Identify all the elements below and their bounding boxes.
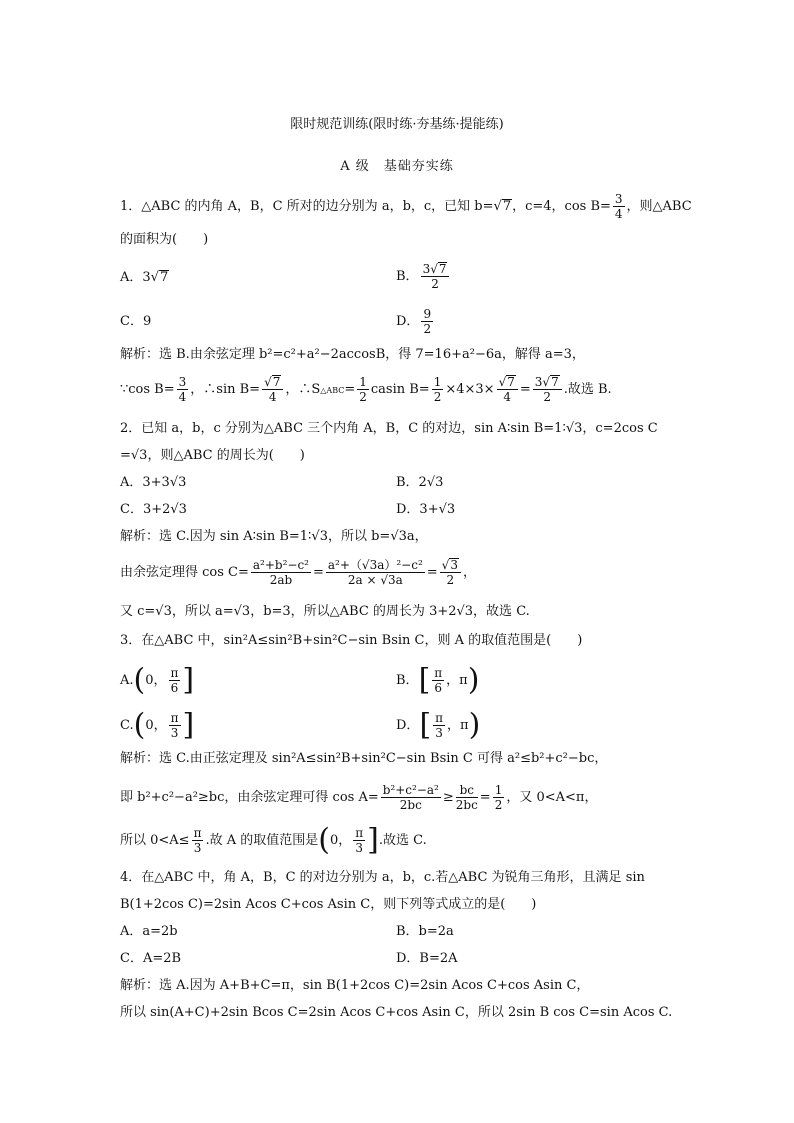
- q4-option-a: A．a=2b: [120, 924, 178, 939]
- q1-solution-line1: 解析：选 B.由余弦定理 b²=c²+a²−2accosB，得 7=16+a²−6a，解得 a=3，: [120, 347, 585, 362]
- q4-option-b: B．b=2a: [396, 924, 454, 939]
- q2-option-c: C．3+2√3: [120, 502, 187, 517]
- q2-option-a: A．3+3√3: [120, 475, 187, 490]
- q3-stem: 3．在△ABC 中，sin²A≤sin²B+sin²C−sin Bsin C，则 A 的取值范围是( ): [120, 633, 583, 648]
- q2-solution-line3: 又 c=√3，所以 a=√3，b=3，所以△ABC 的周长为 3+2√3，故选 C.: [120, 604, 530, 619]
- q2-stem-line2: =√3，则△ABC 的周长为( ): [120, 448, 305, 463]
- q4-solution-line1: 解析：选 A.因为 A+B+C=π，sin B(1+2cos C)=2sin Acos C+cos Asin C，: [120, 978, 590, 993]
- q1-option-b: B． $\frac{3√7}{2}$: [396, 262, 451, 291]
- q1-solution-line2: ∵cos B= $\frac{3}{4}$ ，∴sin B= $\frac{√7}{4}$ ，∴S△ABC= $\frac{1}{2}$ casin B= $\frac{1}{2}$ ×4×3× $\frac{√7}{4}$ = $\frac{3√7}{2}$ .故选 B.: [120, 375, 612, 404]
- q2-solution-line2: 由余弦定理得 cos C= $\frac{\text{a²+b²−c²}}{2ab}$ = $\frac{\text{a²+（√3a）²−c²}}{2a \times √3a}$ = $\frac{√3}{2}$ ，: [120, 558, 476, 587]
- q2-stem-line1: 2．已知 a，b，c 分别为△ABC 三个内角 A，B，C 的对边，sin A∶sin B=1∶√3，c=2cos C: [120, 421, 658, 436]
- q1-stem-line2: 的面积为( ): [120, 232, 209, 247]
- q4-stem-line1: 4．在△ABC 中，角 A，B，C 的对边分别为 a，b，c.若△ABC 为锐角三角形，且满足 sin: [120, 870, 645, 885]
- q3-option-a: A.(0， $\frac{\pi}{6}$ ]: [120, 662, 195, 698]
- q4-option-d: D．B=2A: [396, 951, 458, 966]
- q2-solution-line1: 解析：选 C.因为 sin A∶sin B=1∶√3，所以 b=√3a，: [120, 529, 428, 544]
- q1-stem: 1．△ABC 的内角 A，B，C 所对的边分别为 a，b，c，已知 b=√7，c=4，cos B= $\frac{3}{4}$ ，则△ABC: [120, 192, 692, 221]
- q3-option-d: D．[ $\frac{\pi}{3}$ ，π): [396, 707, 481, 743]
- q4-solution-line2: 所以 sin(A+C)+2sin Bcos C=2sin Acos C+cos Asin C，所以 2sin B cos C=sin Acos C.: [120, 1005, 673, 1020]
- q1-option-c: C．9: [120, 314, 152, 329]
- q3-option-c: C.(0， $\frac{\pi}{3}$ ]: [120, 707, 195, 743]
- q3-option-b: B．[ $\frac{\pi}{6}$ ，π): [396, 662, 480, 698]
- q2-option-d: D．3+√3: [396, 502, 456, 517]
- section-heading: A 级 基础夯实练: [340, 159, 454, 174]
- q3-solution-line1: 解析：选 C.由正弦定理及 sin²A≤sin²B+sin²C−sin Bsin C 可得 a²≤b²+c²−bc，: [120, 751, 608, 766]
- q3-solution-line2: 即 b²+c²−a²≥bc，由余弦定理可得 cos A= $\frac{\text{b²+c²−a²}}{2bc}$ ≥ $\frac{bc}{2bc}$ = $\frac{1}{2}$ ，又 0<A<π，: [120, 783, 598, 812]
- q1-option-a: A．3√7: [120, 270, 169, 285]
- q2-option-b: B．2√3: [396, 475, 444, 490]
- page-title: 限时规范训练(限时练·夯基练·提能练): [290, 117, 504, 132]
- q3-solution-line3: 所以 0<A≤ $\frac{\pi}{3}$ .故 A 的取值范围是(0， $\frac{\pi}{3}$ ].故选 C.: [120, 822, 427, 858]
- q4-stem-line2: B(1+2cos C)=2sin Acos C+cos Asin C，则下列等式成立的是( ): [120, 897, 537, 912]
- q1-option-d: D． $\frac{9}{2}$: [396, 307, 432, 336]
- q4-option-c: C．A=2B: [120, 951, 182, 966]
